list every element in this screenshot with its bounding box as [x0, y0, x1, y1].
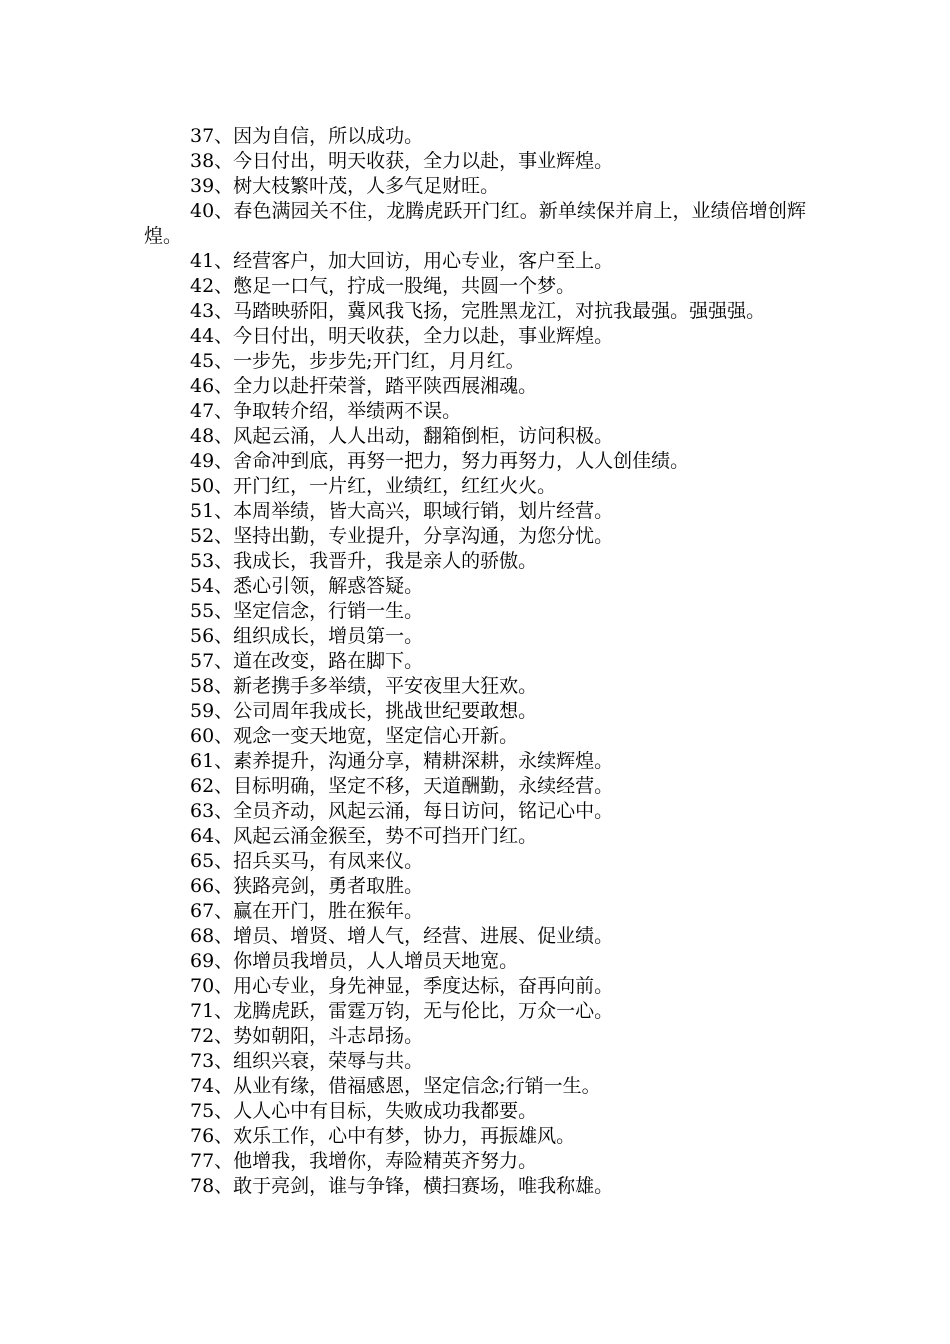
- slogan-72: 72、势如朝阳，斗志昂扬。: [190, 1025, 424, 1047]
- slogan-46: 46、全力以赴扞荣誉，踏平陕西展湘魂。: [190, 375, 538, 397]
- slogan-62: 62、目标明确，坚定不移，天道酬勤，永续经营。: [190, 775, 614, 797]
- slogan-63: 63、全员齐动，风起云涌，每日访问，铭记心中。: [190, 800, 614, 822]
- document-body: [144, 124, 806, 1199]
- slogan-44: 44、今日付出，明天收获，全力以赴，事业辉煌。: [190, 325, 614, 347]
- slogan-71: 71、龙腾虎跃，雷霆万钧，无与伦比，万众一心。: [190, 1000, 614, 1022]
- slogan-51: 51、本周举绩，皆大高兴，职域行销，划片经营。: [190, 500, 614, 522]
- slogan-49: 49、舍命冲到底，再努一把力，努力再努力，人人创佳绩。: [190, 450, 690, 472]
- slogan-52: 52、坚持出勤，专业提升，分享沟通，为您分忧。: [190, 525, 614, 547]
- slogan-64: 64、风起云涌金猴至，势不可挡开门红。: [190, 825, 538, 847]
- slogan-58: 58、新老携手多举绩，平安夜里大狂欢。: [190, 675, 538, 697]
- slogan-42: 42、憋足一口气，拧成一股绳，共圆一个梦。: [190, 275, 576, 297]
- slogan-75: 75、人人心中有目标，失败成功我都要。: [190, 1100, 538, 1122]
- slogan-77: 77、他增我，我增你，寿险精英齐努力。: [190, 1150, 538, 1172]
- slogan-37: 37、因为自信，所以成功。: [190, 125, 424, 147]
- slogan-48: 48、风起云涌，人人出动，翻箱倒柜，访问积极。: [190, 425, 614, 447]
- slogan-55: 55、坚定信念，行销一生。: [190, 600, 424, 622]
- slogan-73: 73、组织兴衰，荣辱与共。: [190, 1050, 424, 1072]
- slogan-60: 60、观念一变天地宽，坚定信心开新。: [190, 725, 519, 747]
- slogan-56: 56、组织成长，增员第一。: [190, 625, 424, 647]
- slogan-41: 41、经营客户，加大回访，用心专业，客户至上。: [190, 250, 614, 272]
- slogan-39: 39、树大枝繁叶茂，人多气足财旺。: [190, 175, 500, 197]
- slogan-61: 61、素养提升，沟通分享，精耕深耕，永续辉煌。: [190, 750, 614, 772]
- slogan-54: 54、悉心引领，解惑答疑。: [190, 575, 424, 597]
- slogan-68: 68、增员、增贤、增人气，经营、进展、促业绩。: [190, 925, 614, 947]
- slogan-50: 50、开门红，一片红，业绩红，红红火火。: [190, 475, 557, 497]
- slogan-67: 67、赢在开门，胜在猴年。: [190, 900, 424, 922]
- slogan-45: 45、一步先，步步先;开门红，月月红。: [190, 350, 525, 372]
- slogan-70: 70、用心专业，身先神显，季度达标，奋再向前。: [190, 975, 614, 997]
- slogan-66: 66、狭路亮剑，勇者取胜。: [190, 875, 424, 897]
- slogan-57: 57、道在改变，路在脚下。: [190, 650, 424, 672]
- slogan-65: 65、招兵买马，有凤来仪。: [190, 850, 424, 872]
- slogan-47: 47、争取转介绍，举绩两不误。: [190, 400, 462, 422]
- slogan-38: 38、今日付出，明天收获，全力以赴，事业辉煌。: [190, 150, 614, 172]
- slogan-59: 59、公司周年我成长，挑战世纪要敢想。: [190, 700, 538, 722]
- slogan-53: 53、我成长，我晋升，我是亲人的骄傲。: [190, 550, 538, 572]
- slogan-78: 78、敢于亮剑，谁与争锋，横扫赛场，唯我称雄。: [190, 1175, 614, 1197]
- slogan-74: 74、从业有缘，借福感恩，坚定信念;行销一生。: [190, 1075, 601, 1097]
- slogan-43: 43、马踏映骄阳，冀风我飞扬，完胜黑龙江，对抗我最强。强强强。: [190, 300, 766, 322]
- slogan-76: 76、欢乐工作，心中有梦，协力，再振雄风。: [190, 1125, 576, 1147]
- slogan-69: 69、你增员我增员，人人增员天地宽。: [190, 950, 519, 972]
- slogan-40: 40、春色满园关不住，龙腾虎跃开门红。新单续保并肩上，业绩倍增创辉煌。: [144, 200, 806, 247]
